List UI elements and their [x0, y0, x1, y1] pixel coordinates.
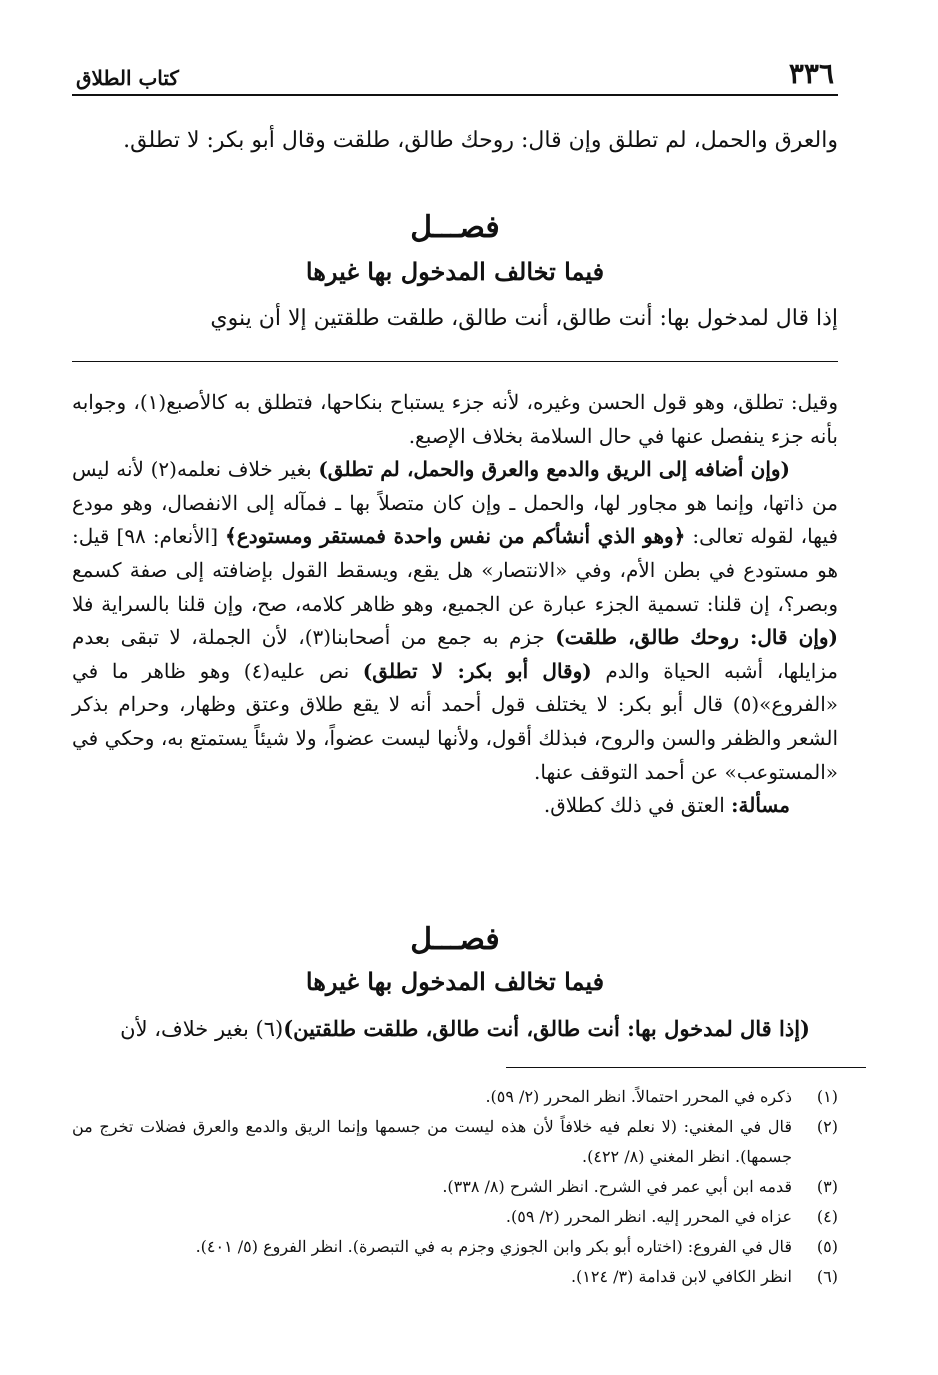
- commentary-body: [72, 386, 838, 823]
- section-heading-fasl: فصـــل: [410, 210, 500, 245]
- footnote: (١) ذكره في المحرر احتمالاً. انظر المحرر (٢/ ٥٩).: [485, 1087, 838, 1106]
- footnote: (٦) انظر الكافي لابن قدامة (٣/ ١٢٤).: [570, 1267, 838, 1286]
- commentary-paragraph: وقيل: تطلق، وهو قول الحسن وغيره، لأنه جزء يستباح بنكاحها، فتطلق به كالأصبع(١)، وجوابه بأنه جزء ينفصل عنها في حال السلامة بخلاف الإصبع.: [72, 390, 838, 448]
- quoted-matn: (وإن أضافه إلى الريق والدمع والعرق والحمل، لم تطلق): [318, 457, 790, 482]
- footnote-rule: [506, 1067, 866, 1068]
- section-subtitle-2: فيما تخالف المدخول بها غيرها: [305, 967, 605, 996]
- matn-divider: [72, 361, 838, 362]
- page-number: ٣٣٦: [788, 57, 834, 90]
- commentary-paragraph: (وإن أضافه إلى الريق والدمع والعرق والحمل، لم تطلق) بغير خلاف نعلمه(٢) لأنه ليس من ذاتها، وإنما هو مجاور لها، والحمل ـ وإن كان متصلاً بها ـ فمآله إلى الانفصال، وهو مودع فيها، لقوله تعالى: ﴿وهو الذي أنشأكم من نفس واحدة فمستقر ومستودع﴾ [الأنعام: ٩٨] قيل: هو مستودع في بطن الأم، وفي «الانتصار» هل يقع، ويسقط القول بإضافته إلى صفة كسمع وبصر؟، إن قلنا: تسمية الجزء عبارة عن الجميع، وهو ظاهر كلامه، صح، وإن قلنا بالسراية فلا (وإن قال: روحك طالق، طلقت) جزم به جمع من أصحابنا(٣)، لأن الجملة، لا تبقى بعدم مزايلها، أشبه الحياة والدم (وقال أبو بكر: لا تطلق) نص عليه(٤) وهو ظاهر ما في «الفروع»(٥) قال أبو بكر: لا يختلف قول أحمد أنه لا يقع طلاق وعتق وظهار، وحرام بذكر الشعر والظفر والسن والروح، فبذلك أقول، ولأنها ليست عضواً، ولا شيئاً يستمتع به، وحكي في «المستوعب» عن أحمد التوقف عنها.: [72, 457, 839, 784]
- section-subtitle: فيما تخالف المدخول بها غيرها: [305, 257, 605, 286]
- quoted-matn: (وإن قال: روحك طالق، طلقت): [555, 625, 838, 650]
- section2-opening: (إذا قال لمدخول بها: أنت طالق، أنت طالق، طلقت طلقتين)(٦) بغير خلاف، لأن: [120, 1016, 810, 1041]
- footnote: (٥) قال في الفروع: (اختاره أبو بكر وابن الجوزي وجزم به في التبصرة). انظر الفروع (٥/ ٤٠١).: [195, 1237, 838, 1256]
- book-title: كتاب الطلاق: [76, 66, 179, 90]
- footnotes: [72, 1082, 838, 1292]
- quoted-matn: (وقال أبو بكر: لا تطلق): [362, 658, 592, 683]
- quran-verse: ﴿وهو الذي أنشأكم من نفس واحدة فمستقر ومستودع﴾: [225, 524, 686, 549]
- matn-line: إذا قال لمدخول بها: أنت طالق، أنت طالق، طلقت طلقتين إلا أن ينوي: [210, 306, 838, 331]
- running-header: [72, 58, 838, 96]
- footnote: (٢) قال في المغني: (لا نعلم فيه خلافاً لأن هذه ليست من جسمها وإنما الريق والدمع والعرق فضلات تخرج من جسمها). انظر المغني (٨/ ٤٢٢).: [72, 1117, 838, 1166]
- masala-paragraph: مسألة: العتق في ذلك كطلاق.: [543, 793, 790, 818]
- quoted-matn: (إذا قال لمدخول بها: أنت طالق، أنت طالق، طلقت طلقتين): [283, 1016, 810, 1041]
- footnote: (٣) قدمه ابن أبي عمر في الشرح. انظر الشرح (٨/ ٣٣٨).: [442, 1177, 838, 1196]
- footnote: (٤) عزاه في المحرر إليه. انظر المحرر (٢/ ٥٩).: [505, 1207, 838, 1226]
- matn-continuation: والعرق والحمل، لم تطلق وإن قال: روحك طالق، طلقت وقال أبو بكر: لا تطلق.: [123, 128, 838, 153]
- section-heading-fasl-2: فصـــل: [410, 922, 500, 957]
